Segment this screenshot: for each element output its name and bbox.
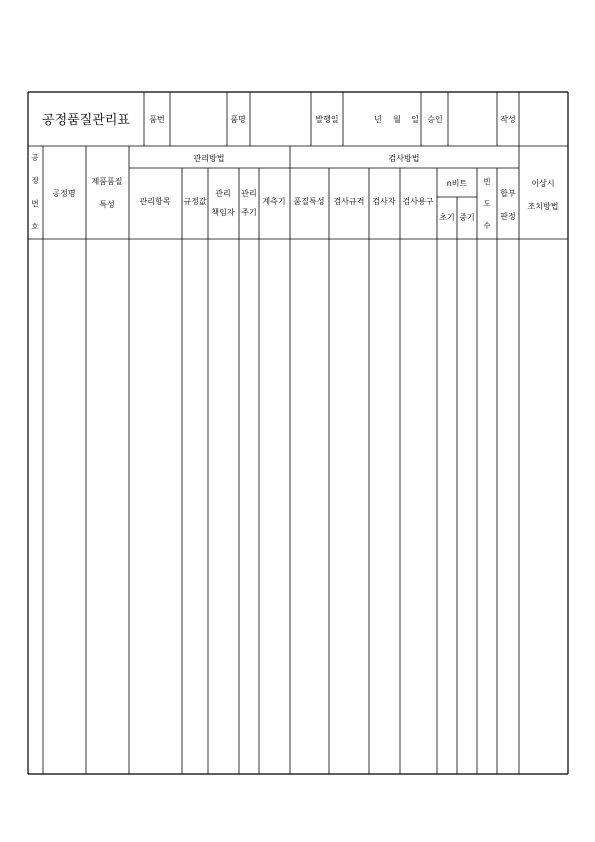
spec-value-header: 규정값 <box>183 197 207 206</box>
frequency-header: 도 <box>483 199 491 208</box>
inspection-spec-header: 검사규격 <box>333 197 365 206</box>
frequency-header: 수 <box>483 221 491 230</box>
control-cycle-header: 주기 <box>241 208 257 217</box>
process-no-header: 공 <box>31 153 39 162</box>
inspection-tool-header: 검사용구 <box>402 197 434 206</box>
issue-date-label: 발행일 <box>315 115 339 124</box>
month-label: 월 <box>393 115 401 124</box>
sample-initial-header: 초기 <box>439 213 455 222</box>
process-no-header: 번 <box>31 199 39 208</box>
sample-header: n비트 <box>446 179 468 188</box>
quality-char-header: 품질특성 <box>293 197 325 206</box>
inspection-method-header: 검사방법 <box>388 154 420 163</box>
process-name-header: 공정명 <box>52 189 76 198</box>
control-item-header: 관리항목 <box>139 197 171 206</box>
process-no-header: 호 <box>31 222 39 231</box>
year-label: 년 <box>374 115 382 124</box>
control-method-header: 관리방법 <box>193 154 225 163</box>
measuring-instrument-header: 계측기 <box>262 197 286 206</box>
product-quality-char-header: 특성 <box>99 200 115 209</box>
approval-label: 승인 <box>427 115 443 124</box>
frequency-header: 빈 <box>483 177 491 186</box>
judgement-header: 합부 <box>500 189 516 198</box>
control-person-header: 관리 <box>215 189 231 198</box>
form-title: 공정품질관리표 <box>42 113 130 128</box>
product-quality-char-header: 제품품질 <box>91 177 123 186</box>
process-no-header: 정 <box>31 176 39 185</box>
control-person-header: 책임자 <box>211 208 235 217</box>
control-cycle-header: 관리 <box>241 189 257 198</box>
abnormal-action-header: 조치방법 <box>527 202 559 211</box>
product-no-label: 품번 <box>149 115 165 124</box>
inspector-header: 검사자 <box>372 197 396 206</box>
product-name-label: 품명 <box>230 115 246 124</box>
abnormal-action-header: 이상시 <box>531 179 555 188</box>
day-label: 일 <box>411 115 419 124</box>
author-label: 작성 <box>500 115 516 124</box>
judgement-header: 판정 <box>500 212 516 221</box>
sample-mid-header: 중기 <box>459 213 475 222</box>
